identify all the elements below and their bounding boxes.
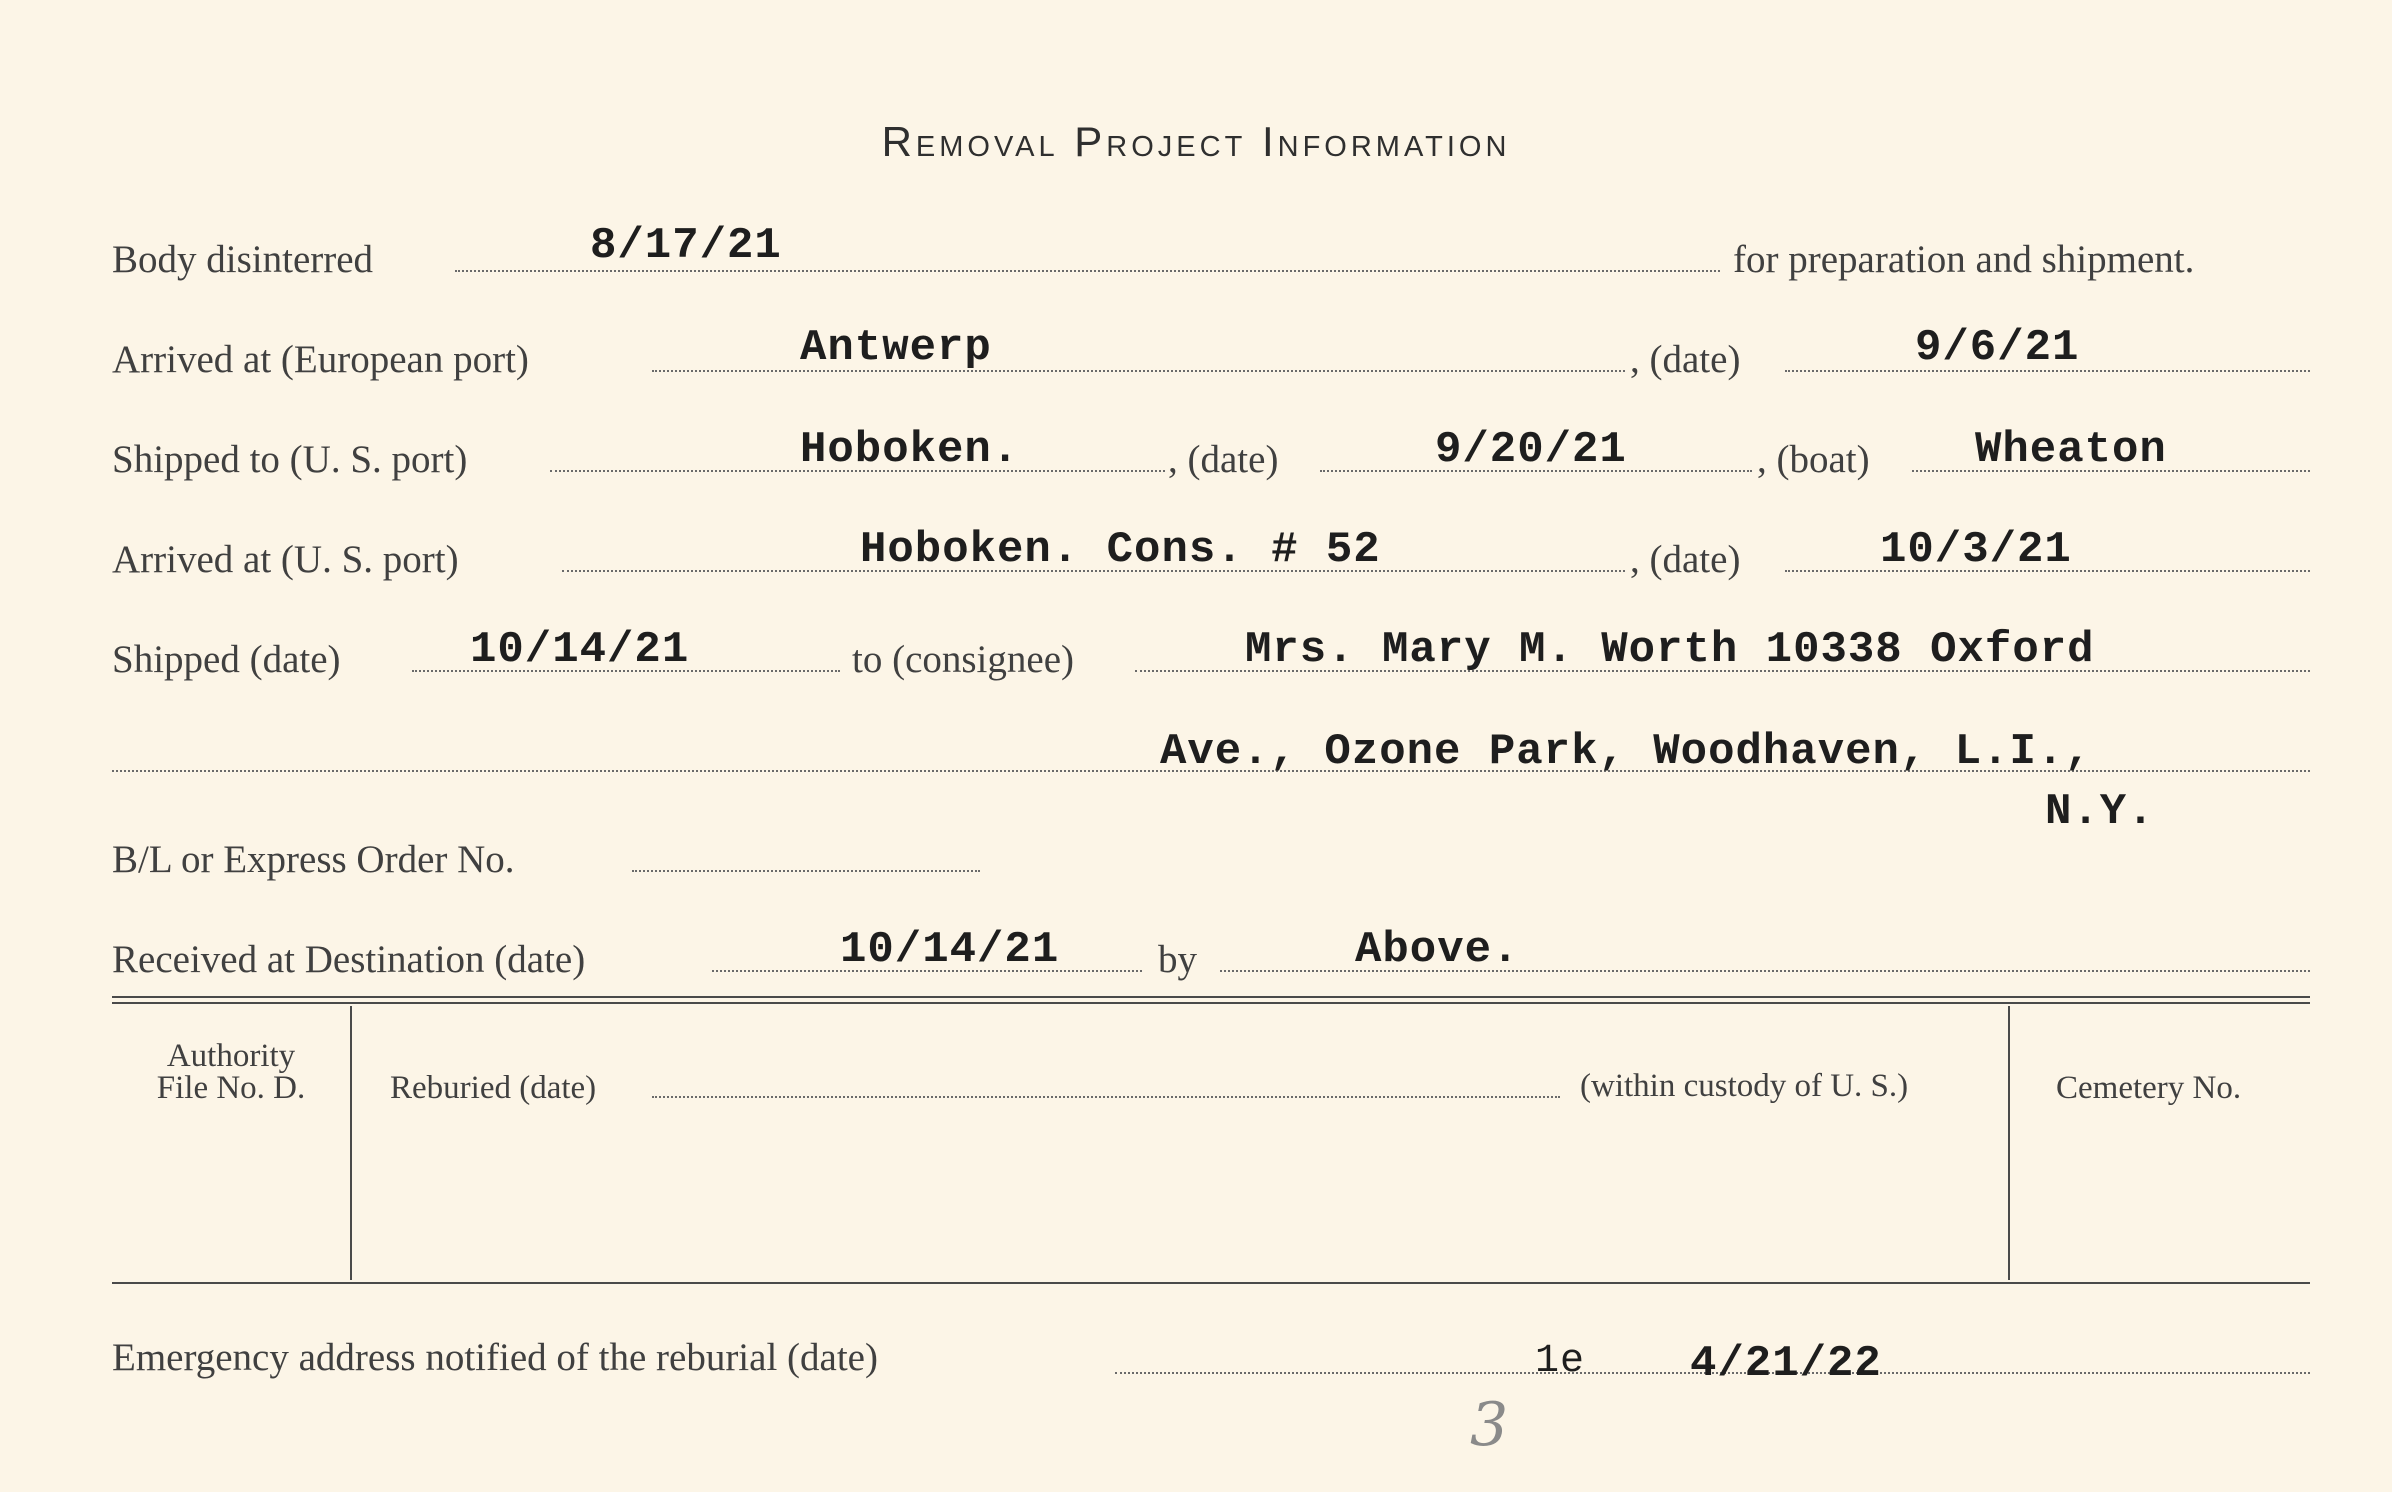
value-boat: Wheaton (1975, 425, 2167, 475)
box-top-rule-2 (112, 1002, 2310, 1004)
label-reburied: Reburied (date) (390, 1070, 597, 1106)
box-divider-left (350, 1006, 352, 1280)
value-received-by: Above. (1355, 925, 1520, 975)
handwritten-mark: 3 (1470, 1390, 1509, 1460)
label-shipped-to-us: Shipped to (U. S. port) (112, 438, 468, 481)
box-bottom-rule (112, 1282, 2310, 1284)
label-arrived-us: Arrived at (U. S. port) (112, 538, 459, 581)
box-top-rule-1 (112, 996, 2310, 998)
value-us-arrival-date: 10/3/21 (1880, 525, 2072, 575)
value-shipped-date: 10/14/21 (470, 625, 690, 675)
label-date: , (date) (1168, 438, 1279, 481)
value-shipped-to-us-date: 9/20/21 (1435, 425, 1627, 475)
label-boat: , (boat) (1757, 438, 1870, 481)
leader-line (652, 1096, 1560, 1098)
label-authority: Authority (166, 1038, 296, 1074)
value-emergency-prefix: 1e (1535, 1339, 1586, 1384)
label-date: , (date) (1630, 538, 1741, 581)
label-for-preparation: for preparation and shipment. (1733, 238, 2195, 281)
value-received-date: 10/14/21 (840, 925, 1060, 975)
value-consignee-line1: Mrs. Mary M. Worth 10338 Oxford (1245, 625, 2095, 675)
label-cemetery-no: Cemetery No. (2056, 1070, 2242, 1106)
label-within-custody: (within custody of U. S.) (1580, 1068, 1909, 1104)
label-file-no: File No. D. (156, 1070, 306, 1106)
label-emergency: Emergency address notified of the reburial (date) (112, 1336, 878, 1379)
value-european-arrival-date: 9/6/21 (1915, 323, 2080, 373)
label-bl-order: B/L or Express Order No. (112, 838, 515, 881)
value-emergency-date: 4/21/22 (1690, 1339, 1882, 1389)
label-body-disinterred: Body disinterred (112, 238, 374, 281)
label-date: , (date) (1630, 338, 1741, 381)
leader-line (652, 370, 1625, 372)
value-us-port-arrived: Hoboken. Cons. # 52 (860, 525, 1381, 575)
value-us-port-shipped: Hoboken. (800, 425, 1020, 475)
label-to-consignee: to (consignee) (852, 638, 1075, 681)
value-european-port: Antwerp (800, 323, 992, 373)
leader-line (632, 870, 980, 872)
value-consignee-line2: Ave., Ozone Park, Woodhaven, L.I., (1160, 727, 2092, 777)
value-consignee-line3: N.Y. (2045, 787, 2155, 837)
label-received-destination: Received at Destination (date) (112, 938, 586, 981)
box-divider-right (2008, 1006, 2010, 1280)
label-by: by (1158, 938, 1197, 981)
card-title: Removal Project Information (881, 118, 1511, 165)
label-shipped-date: Shipped (date) (112, 638, 341, 681)
label-arrived-european: Arrived at (European port) (112, 338, 529, 381)
value-disinterred-date: 8/17/21 (590, 221, 782, 271)
